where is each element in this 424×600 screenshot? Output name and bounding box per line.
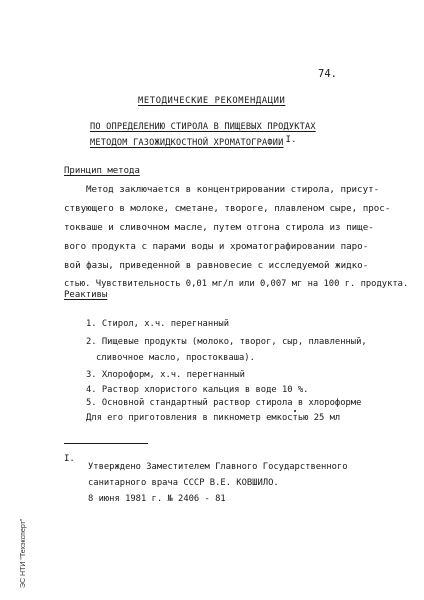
page-number: 74.	[318, 68, 337, 80]
reagent-number: 1.	[86, 319, 97, 329]
reagent-number: 4.	[86, 385, 97, 395]
reagent-item	[86, 385, 308, 395]
principle-line: ствующего в молоке, сметане, твороге, плавленом сыре, прос-	[64, 203, 391, 214]
document-subtitle-text: МЕТОДОМ ГАЗОЖИДКОСТНОЙ ХРОМАТОГРАФИИ	[90, 138, 284, 148]
reagent-text: Раствор хлористого кальция в воде 10 %.	[101, 385, 309, 395]
reagent-number: 5.	[86, 398, 97, 408]
side-stamp	[18, 490, 30, 590]
stray-mark	[294, 410, 296, 412]
footnote-line: санитарного врача СССР В.Е. КОВШИЛО.	[88, 478, 279, 488]
reagent-text: Стирол, х.ч. перегнанный	[101, 319, 229, 329]
reagent-number: 2.	[86, 337, 97, 347]
document-subtitle-line-1: ПО ОПРЕДЕЛЕНИЮ СТИРОЛА В ПИЩЕВЫХ ПРОДУКТАХ	[90, 122, 316, 132]
reagent-text: Основной стандартный раствор стирола в хлороформе	[101, 398, 362, 408]
reagent-item	[86, 398, 361, 408]
principle-line: вой фазы, приведенной в равновесие с исследуемой жидко-	[64, 260, 369, 271]
footnote-mark: I.	[64, 454, 75, 464]
reagent-item	[86, 319, 229, 329]
reagent-item	[86, 370, 245, 380]
reagent-text: Хлороформ, х.ч. перегнанный	[101, 370, 245, 380]
document-subtitle-line-2	[90, 135, 297, 148]
reagent-item	[86, 337, 367, 347]
preparation-line: Для его приготовления в пикнометр емкостью 25 мл	[86, 413, 341, 423]
principle-line: вого продукта с парами воды и хроматографировании паро-	[64, 241, 369, 252]
side-stamp-text: ЭС НТИ "Техэксперт"	[20, 518, 27, 588]
section-heading-principle: Принцип метода	[64, 166, 140, 176]
footnote-divider	[64, 443, 148, 444]
subtitle-footnote-mark: I.	[285, 135, 297, 145]
reagent-text: сливочное масло, простокваша).	[96, 353, 255, 363]
document-heading: МЕТОДИЧЕСКИЕ РЕКОМЕНДАЦИИ	[138, 96, 286, 106]
reagent-number: 3.	[86, 370, 97, 380]
principle-line: стью. Чувствительность 0,01 мг/л или 0,007 мг на 100 г. продукта.	[64, 279, 409, 289]
footnote-line: 8 июня 1981 г. № 2406 - 81	[88, 494, 226, 504]
reagent-item-continuation	[96, 353, 255, 363]
principle-line: токваше и сливочном масле, путем отгона стирола из пище-	[64, 222, 374, 233]
section-heading-reagents: Реактивы	[64, 290, 108, 300]
reagent-text: Пищевые продукты (молоко, творог, сыр, плавленный,	[101, 337, 367, 347]
footnote-line: Утверждено Заместителем Главного Государственного	[88, 462, 348, 472]
principle-line: Метод заключается в концентрировании стирола, присут-	[86, 184, 380, 195]
